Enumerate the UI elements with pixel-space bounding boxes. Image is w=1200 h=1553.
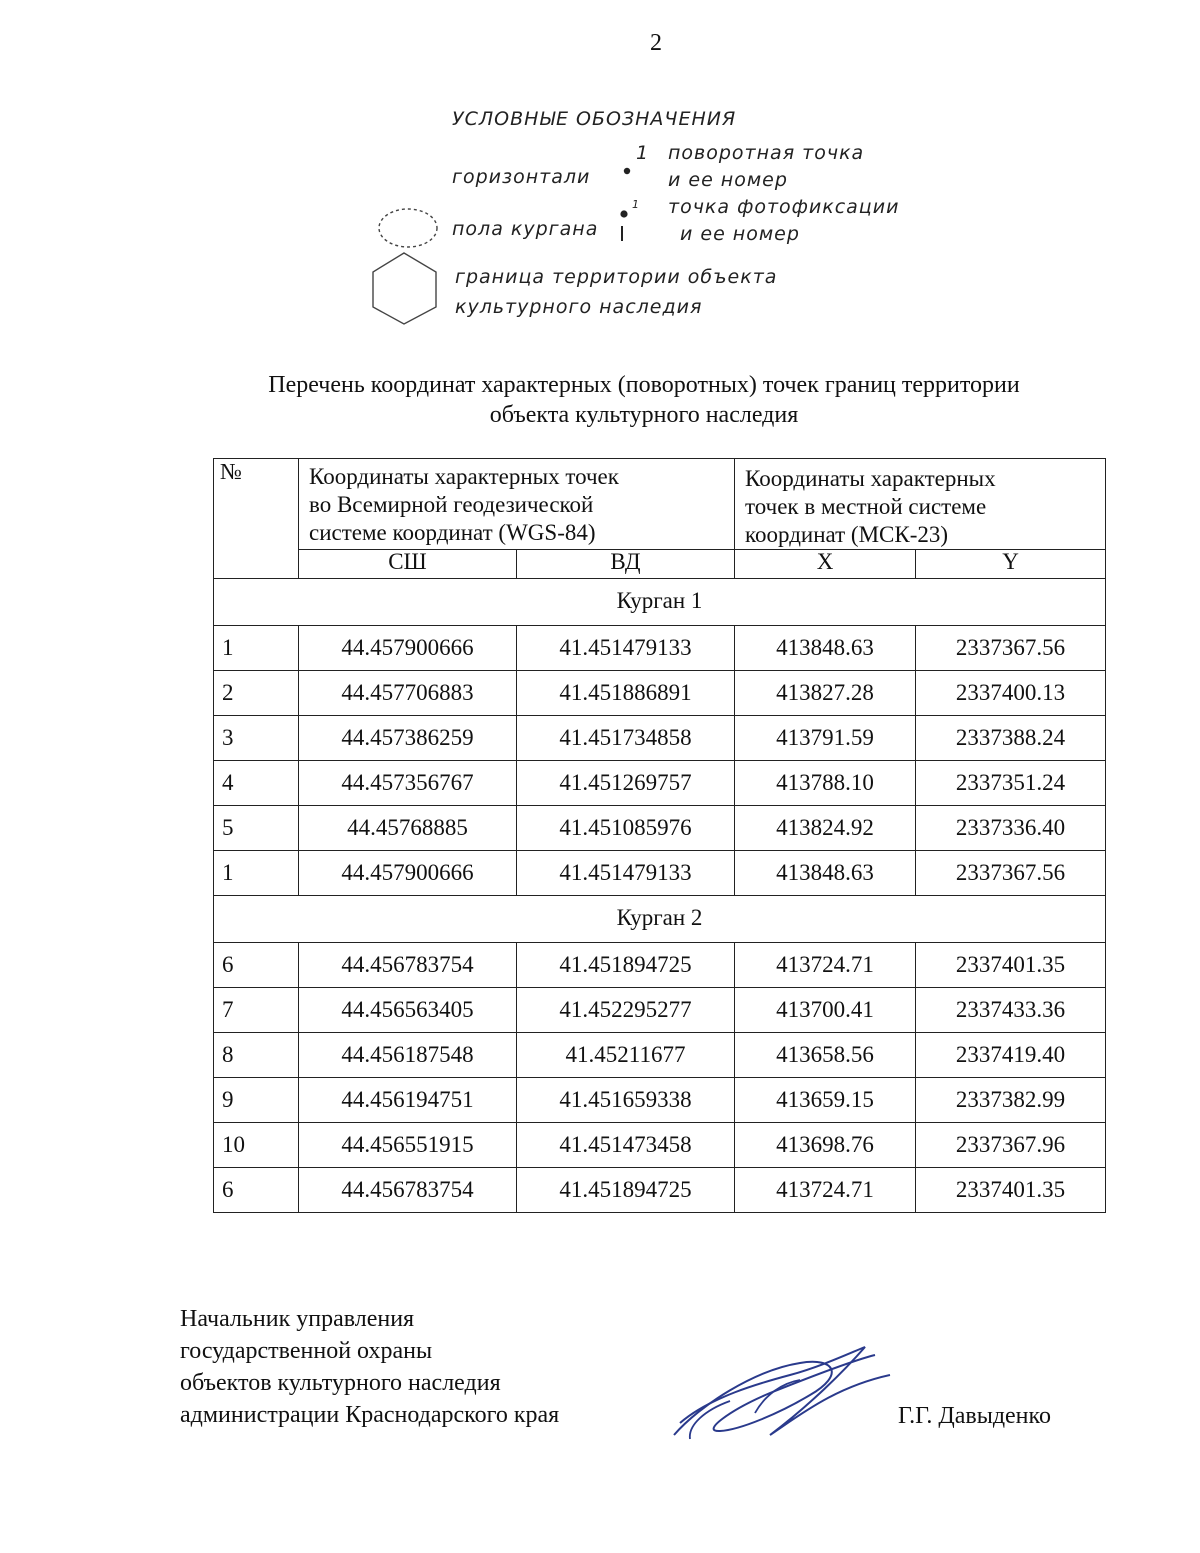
table-title-line-1: Перечень координат характерных (поворотных) точек границ территории bbox=[268, 372, 1020, 398]
header-wgs84 bbox=[299, 459, 735, 550]
longitude-value: 41.452295277 bbox=[517, 988, 735, 1033]
point-number: 5 bbox=[214, 806, 299, 851]
latitude-value: 44.456187548 bbox=[299, 1033, 517, 1078]
point-number: 10 bbox=[214, 1123, 299, 1168]
latitude-value: 44.456563405 bbox=[299, 988, 517, 1033]
latitude-value: 44.45768885 bbox=[299, 806, 517, 851]
latitude-value: 44.456194751 bbox=[299, 1078, 517, 1123]
mound-floor-symbol bbox=[379, 209, 437, 247]
table-row bbox=[214, 1123, 1106, 1168]
turn-point-label-1: поворотная точка bbox=[668, 142, 865, 164]
latitude-value: 44.456783754 bbox=[299, 943, 517, 988]
signatory-position bbox=[180, 1303, 559, 1431]
header-wgs84-line-3: системе координат (WGS-84) bbox=[309, 520, 596, 545]
latitude-value: 44.457900666 bbox=[299, 626, 517, 671]
turn-point-dot-icon bbox=[624, 168, 630, 174]
point-number: 1 bbox=[214, 626, 299, 671]
boundary-label-2: культурного наследия bbox=[455, 296, 703, 318]
y-value: 2337351.24 bbox=[916, 761, 1106, 806]
longitude-value: 41.451269757 bbox=[517, 761, 735, 806]
header-longitude: ВД bbox=[517, 550, 735, 579]
y-value: 2337400.13 bbox=[916, 671, 1106, 716]
latitude-value: 44.457900666 bbox=[299, 851, 517, 896]
coordinates-table bbox=[213, 458, 1106, 1213]
table-row bbox=[214, 1078, 1106, 1123]
x-value: 413848.63 bbox=[735, 851, 916, 896]
y-value: 2337382.99 bbox=[916, 1078, 1106, 1123]
y-value: 2337401.35 bbox=[916, 943, 1106, 988]
contours-label: горизонтали bbox=[452, 166, 591, 188]
x-value: 413824.92 bbox=[735, 806, 916, 851]
x-value: 413791.59 bbox=[735, 716, 916, 761]
point-number: 9 bbox=[214, 1078, 299, 1123]
group-row bbox=[214, 896, 1106, 943]
y-value: 2337419.40 bbox=[916, 1033, 1106, 1078]
y-value: 2337367.96 bbox=[916, 1123, 1106, 1168]
signatory-position-line-1: Начальник управления bbox=[180, 1306, 415, 1332]
group-name: Курган 2 bbox=[214, 896, 1106, 943]
y-value: 2337433.36 bbox=[916, 988, 1106, 1033]
longitude-value: 41.451085976 bbox=[517, 806, 735, 851]
table-title-line-2: объекта культурного наследия bbox=[489, 402, 799, 428]
table-row bbox=[214, 1033, 1106, 1078]
x-value: 413724.71 bbox=[735, 1168, 916, 1213]
signatory-position-line-3: объектов культурного наследия bbox=[180, 1370, 501, 1396]
longitude-value: 41.451659338 bbox=[517, 1078, 735, 1123]
latitude-value: 44.456783754 bbox=[299, 1168, 517, 1213]
x-value: 413700.41 bbox=[735, 988, 916, 1033]
x-value: 413788.10 bbox=[735, 761, 916, 806]
point-number: 2 bbox=[214, 671, 299, 716]
point-number: 7 bbox=[214, 988, 299, 1033]
handwritten-signature bbox=[660, 1335, 900, 1455]
table-row bbox=[214, 988, 1106, 1033]
point-number: 4 bbox=[214, 761, 299, 806]
x-value: 413659.15 bbox=[735, 1078, 916, 1123]
signatory-position-line-4: администрации Краснодарского края bbox=[180, 1402, 560, 1428]
signatory-name: Г.Г. Давыденко bbox=[898, 1403, 1051, 1429]
header-msk23-line-2: точек в местной системе bbox=[745, 494, 987, 519]
header-msk23-line-3: координат (МСК-23) bbox=[745, 522, 949, 547]
photo-point-number: 1 bbox=[632, 198, 640, 211]
table-row bbox=[214, 1168, 1106, 1213]
x-value: 413827.28 bbox=[735, 671, 916, 716]
point-number: 3 bbox=[214, 716, 299, 761]
latitude-value: 44.457356767 bbox=[299, 761, 517, 806]
longitude-value: 41.45211677 bbox=[517, 1033, 735, 1078]
longitude-value: 41.451479133 bbox=[517, 851, 735, 896]
point-number: 1 bbox=[214, 851, 299, 896]
signature-stroke bbox=[674, 1355, 875, 1435]
longitude-value: 41.451894725 bbox=[517, 943, 735, 988]
table-title bbox=[200, 370, 1088, 430]
header-msk23 bbox=[735, 459, 1106, 550]
table-row bbox=[214, 943, 1106, 988]
header-latitude: СШ bbox=[299, 550, 517, 579]
page-number: 2 bbox=[650, 30, 662, 56]
mound-floor-label: пола кургана bbox=[452, 218, 599, 240]
group-row bbox=[214, 579, 1106, 626]
point-number: 6 bbox=[214, 943, 299, 988]
photo-point-dot-icon bbox=[620, 210, 627, 217]
legend-title: УСЛОВНЫЕ ОБОЗНАЧЕНИЯ bbox=[452, 108, 737, 130]
header-y: Y bbox=[916, 550, 1106, 579]
table-row bbox=[214, 761, 1106, 806]
longitude-value: 41.451886891 bbox=[517, 671, 735, 716]
signatory-position-line-2: государственной охраны bbox=[180, 1338, 433, 1364]
group-name: Курган 1 bbox=[214, 579, 1106, 626]
x-value: 413724.71 bbox=[735, 943, 916, 988]
header-x: X bbox=[735, 550, 916, 579]
longitude-value: 41.451734858 bbox=[517, 716, 735, 761]
x-value: 413658.56 bbox=[735, 1033, 916, 1078]
table-row bbox=[214, 851, 1106, 896]
header-wgs84-line-1: Координаты характерных точек bbox=[309, 464, 619, 489]
y-value: 2337367.56 bbox=[916, 626, 1106, 671]
x-value: 413848.63 bbox=[735, 626, 916, 671]
y-value: 2337401.35 bbox=[916, 1168, 1106, 1213]
table-row bbox=[214, 626, 1106, 671]
y-value: 2337336.40 bbox=[916, 806, 1106, 851]
x-value: 413698.76 bbox=[735, 1123, 916, 1168]
latitude-value: 44.456551915 bbox=[299, 1123, 517, 1168]
legend bbox=[0, 0, 1200, 340]
latitude-value: 44.457706883 bbox=[299, 671, 517, 716]
table-subheader-row bbox=[214, 550, 1106, 579]
longitude-value: 41.451479133 bbox=[517, 626, 735, 671]
longitude-value: 41.451473458 bbox=[517, 1123, 735, 1168]
point-number: 8 bbox=[214, 1033, 299, 1078]
point-number: 6 bbox=[214, 1168, 299, 1213]
longitude-value: 41.451894725 bbox=[517, 1168, 735, 1213]
coordinates-table-body bbox=[214, 459, 1106, 1213]
table-row bbox=[214, 671, 1106, 716]
boundary-hexagon-symbol bbox=[373, 253, 436, 324]
boundary-label-1: граница территории объекта bbox=[455, 266, 778, 288]
legend-symbols bbox=[0, 0, 1200, 340]
header-msk23-line-1: Координаты характерных bbox=[745, 466, 996, 491]
table-row bbox=[214, 806, 1106, 851]
photo-point-label-1: точка фотофиксации bbox=[668, 196, 900, 218]
turn-point-number: 1 bbox=[636, 142, 650, 164]
y-value: 2337367.56 bbox=[916, 851, 1106, 896]
turn-point-label-2: и ее номер bbox=[668, 169, 788, 191]
table-header-row bbox=[214, 459, 1106, 550]
photo-point-label-2: и ее номер bbox=[680, 223, 800, 245]
table-row bbox=[214, 716, 1106, 761]
y-value: 2337388.24 bbox=[916, 716, 1106, 761]
latitude-value: 44.457386259 bbox=[299, 716, 517, 761]
header-number: № bbox=[214, 459, 299, 579]
header-wgs84-line-2: во Всемирной геодезической bbox=[309, 492, 594, 517]
